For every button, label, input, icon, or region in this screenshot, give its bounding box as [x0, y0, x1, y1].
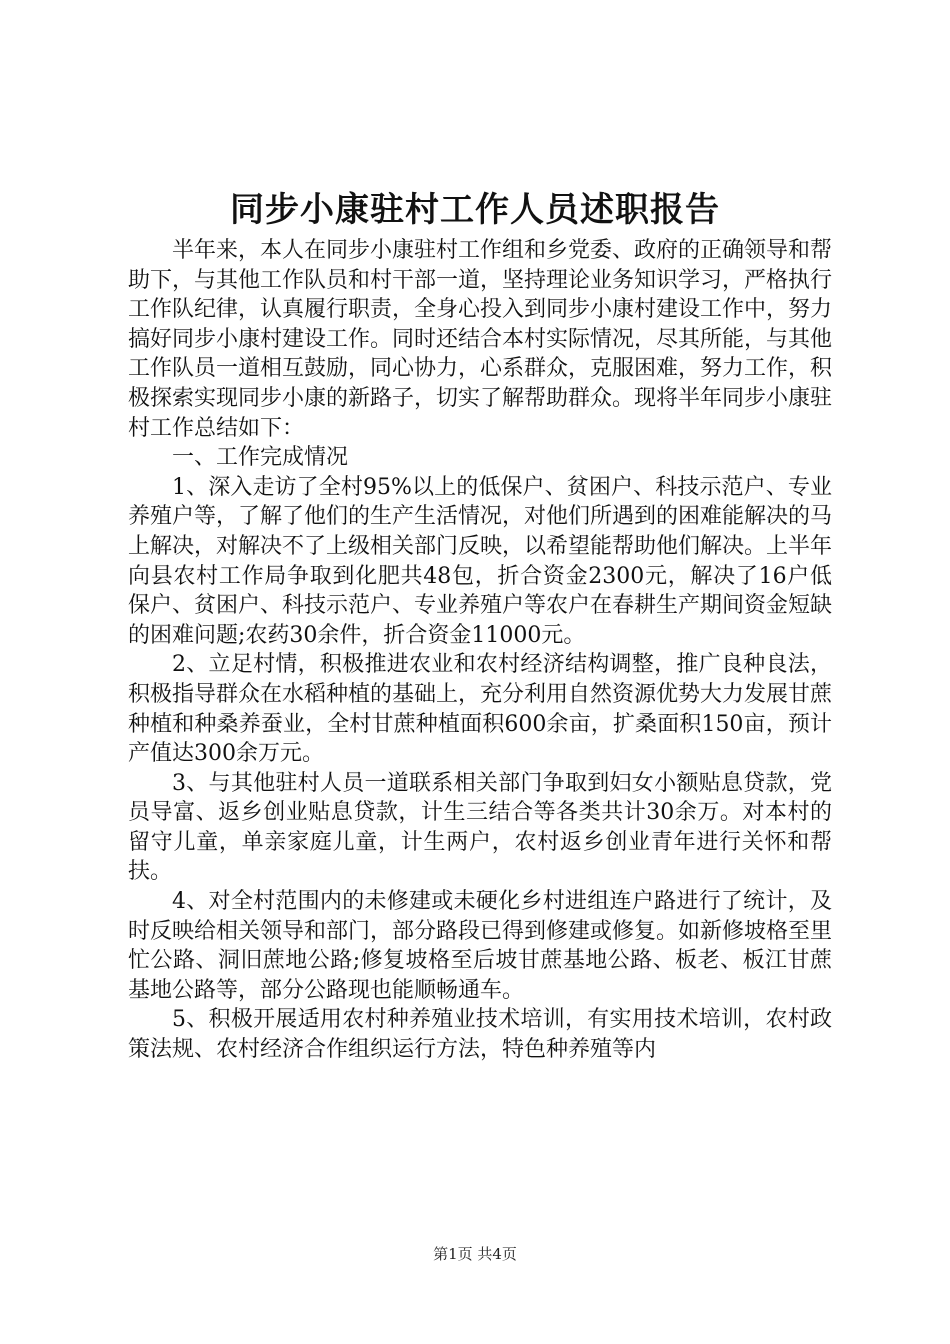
- paragraph-item-1: 1、深入走访了全村95%以上的低保户、贫困户、科技示范户、专业养殖户等，了解了他们的生产生活情况，对他们所遇到的困难能解决的马上解决，对解决不了上级相关部门反映，以希望能帮助他们解决。上半年向县农村工作局争取到化肥共48包，折合资金2300元，解决了16户低保户、贫困户、科技示范户、专业养殖户等农户在春耕生产期间资金短缺的困难问题;农药30余件，折合资金11000元。: [128, 474, 833, 648]
- paragraph-item-5: 5、积极开展适用农村种养殖业技术培训，有实用技术培训，农村政策法规、农村经济合作组织运行方法，特色种养殖等内: [128, 1007, 832, 1063]
- section-heading: 一、工作完成情况: [172, 445, 349, 471]
- document-body: [128, 236, 832, 1065]
- paragraph-item-4: 4、对全村范围内的未修建或未硬化乡村进组连户路进行了统计，及时反映给相关领导和部门，部分路段已得到修建或修复。如新修坡格至里忙公路、洞旧蔗地公路;修复坡格至后坡甘蔗基地公路、板老、板江甘蔗基地公路等，部分公路现也能顺畅通车。: [128, 889, 833, 1003]
- paragraph-intro: 半年来，本人在同步小康驻村工作组和乡党委、政府的正确领导和帮助下，与其他工作队员和村干部一道，坚持理论业务知识学习，严格执行工作队纪律，认真履行职责，全身心投入到同步小康村建设工作中，努力搞好同步小康村建设工作。同时还结合本村实际情况，尽其所能，与其他工作队员一道相互鼓励，同心协力，心系群众，克服困难，努力工作，积极探索实现同步小康的新路子，切实了解帮助群众。现将半年同步小康驻村工作总结如下：: [128, 238, 833, 441]
- paragraph-item-2: 2、立足村情，积极推进农业和农村经济结构调整，推广良种良法，积极指导群众在水稻种植的基础上，充分利用自然资源优势大力发展甘蔗种植和种桑养蚕业，全村甘蔗种植面积600余亩，扩桑面积150亩，预计产值达300余万元。: [128, 652, 833, 767]
- document-title: 同步小康驻村工作人员述职报告: [230, 190, 720, 230]
- page-footer: 第1页 共4页: [433, 1245, 517, 1263]
- paragraph-item-3: 3、与其他驻村人员一道联系相关部门争取到妇女小额贴息贷款，党员导富、返乡创业贴息贷款，计生三结合等各类共计30余万。对本村的留守儿童，单亲家庭儿童，计生两户，农村返乡创业青年进行关怀和帮扶。: [128, 770, 832, 885]
